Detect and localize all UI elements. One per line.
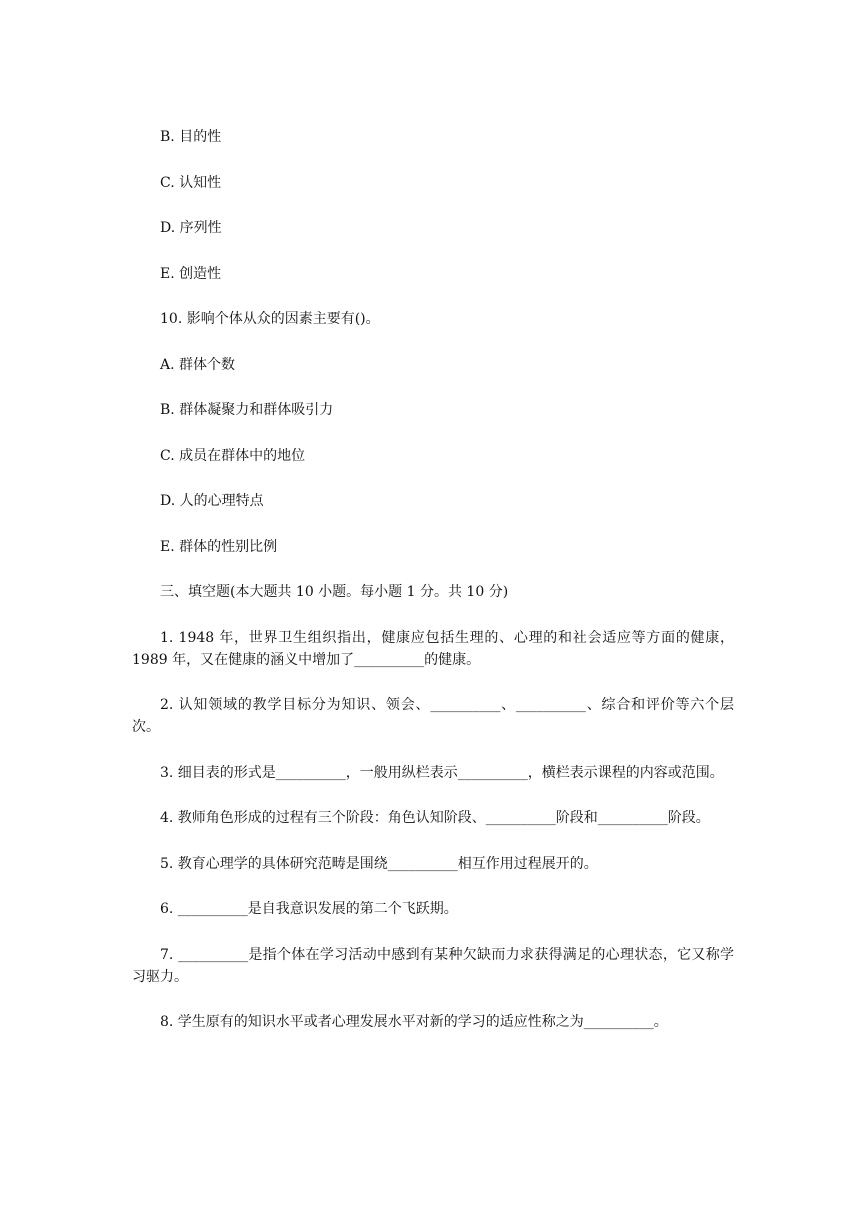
fill-blank-item-6: 6. __________是自我意识发展的第二个飞跃期。 bbox=[160, 901, 458, 917]
section-3-heading: 三、填空题(本大题共 10 小题。每小题 1 分。共 10 分) bbox=[160, 584, 509, 600]
question-10-option-a: A. 群体个数 bbox=[160, 356, 236, 373]
fill-blank-item-7: 7. __________是指个体在学习活动中感到有某种欠缺而力求获得满足的心理状态，它又称学习驱力。 bbox=[132, 946, 734, 985]
fill-blank-item-1: 1. 1948 年，世界卫生组织指出，健康应包括生理的、心理的和社会适应等方面的健康，1989 年，又在健康的涵义中增加了__________的健康。 bbox=[132, 629, 734, 668]
fill-blank-item-5: 5. 教育心理学的具体研究范畴是围绕__________相互作用过程展开的。 bbox=[160, 855, 598, 872]
question-10-option-d: D. 人的心理特点 bbox=[160, 493, 264, 509]
option-b: B. 目的性 bbox=[160, 129, 222, 145]
fill-blank-item-8: 8. 学生原有的知识水平或者心理发展水平对新的学习的适应性称之为__________。 bbox=[160, 1014, 668, 1030]
option-c: C. 认知性 bbox=[160, 174, 222, 191]
question-10-option-c: C. 成员在群体中的地位 bbox=[160, 447, 306, 464]
option-e: E. 创造性 bbox=[160, 265, 222, 282]
fill-blank-item-3: 3. 细目表的形式是__________，一般用纵栏表示__________，横栏表示课程的内容或范围。 bbox=[160, 764, 724, 781]
question-10-stem: 10. 影响个体从众的因素主要有()。 bbox=[160, 311, 380, 327]
question-10-option-b: B. 群体凝聚力和群体吸引力 bbox=[160, 402, 334, 418]
document-content bbox=[132, 126, 734, 1057]
fill-blank-item-2: 2. 认知领域的教学目标分为知识、领会、__________、__________、综合和评价等六个层次。 bbox=[132, 697, 734, 735]
option-d: D. 序列性 bbox=[160, 220, 222, 236]
question-10-option-e: E. 群体的性别比例 bbox=[160, 538, 278, 555]
fill-blank-item-4: 4. 教师角色形成的过程有三个阶段：角色认知阶段、__________阶段和__________阶段。 bbox=[160, 810, 710, 826]
